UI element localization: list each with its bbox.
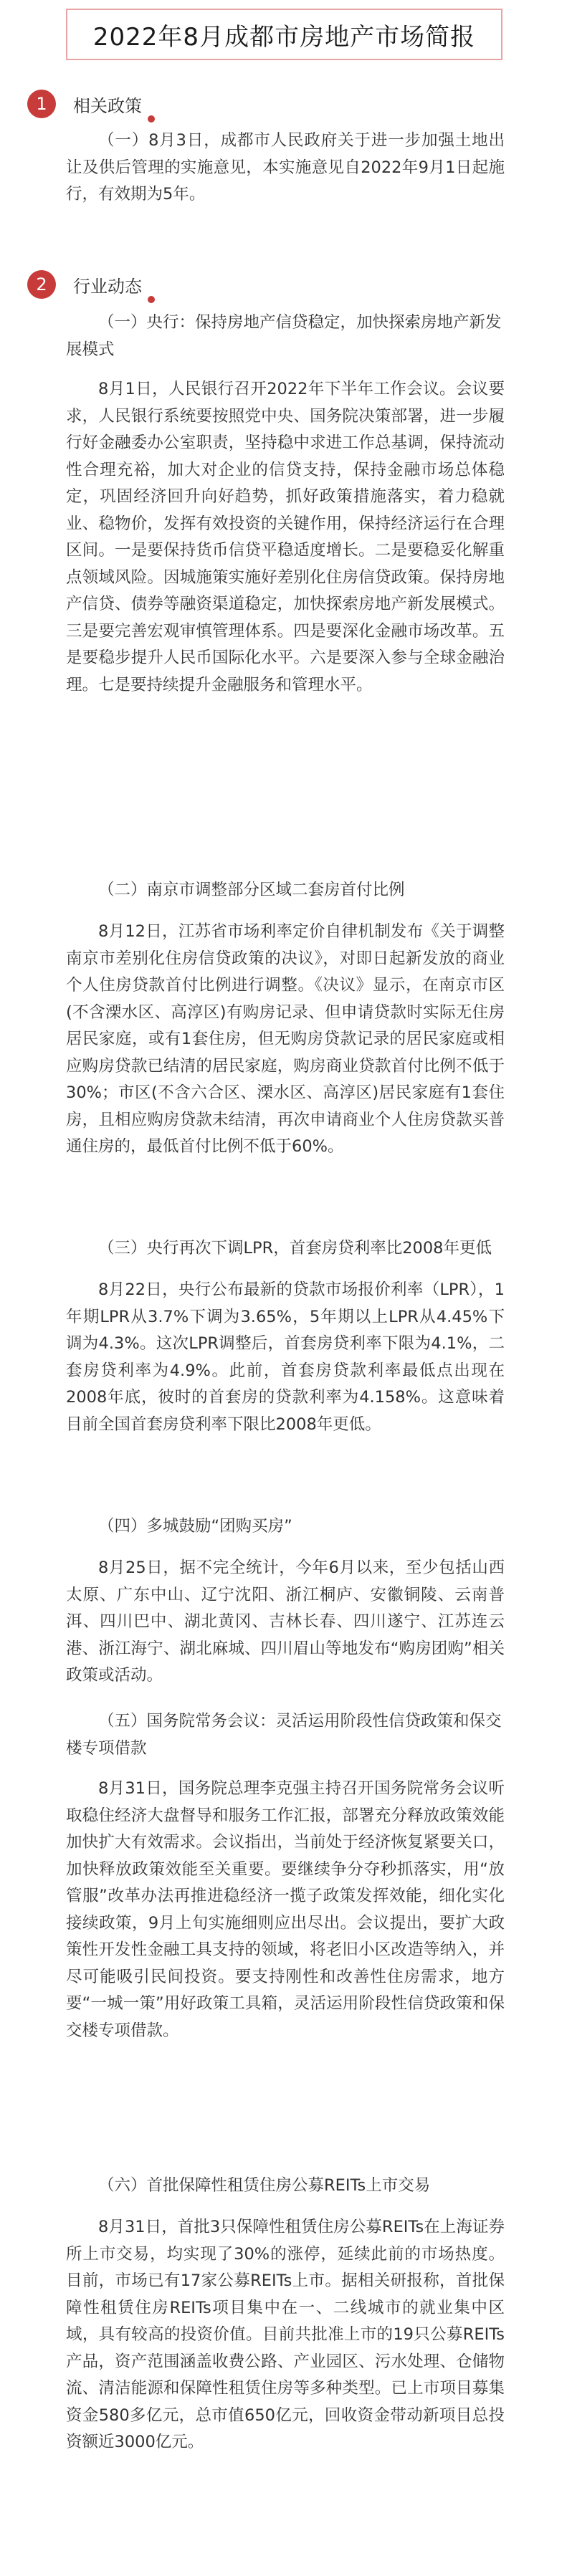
section-1-heading <box>73 92 142 117</box>
item-5-paragraph: 8月31日，国务院总理李克强主持召开国务院常务会议听取稳住经济大盘督导和服务工作汇报，部署充分释放政策效能加快扩大有效需求。会议指出，当前处于经济恢复紧要关口，加快释放政策效能至关重要。要继续争分夺秒抓落实，用“放管服”改革办法再推进稳经济一揽子政策发挥效能，细化实化接续政策，9月上旬实施细则应出尽出。会议提出，要扩大政策性开发性金融工具支持的领域，将老旧小区改造等纳入，并尽可能吸引民间投资。要支持刚性和改善性住房需求，地方要“一城一策”用好政策工具箱，灵活运用阶段性信贷政策和保交楼专项借款。 <box>66 1779 505 2040</box>
item-4-content <box>66 1513 505 1541</box>
section-1-dot-icon <box>148 115 155 123</box>
section-2-header <box>27 267 142 302</box>
item-1-paragraph: 8月1日，人民银行召开2022年下半年工作会议。会议要求，人民银行系统要按照党中央、国务院决策部署，进一步履行好金融委办公室职责，坚持稳中求进工作总基调，保持流动性合理充裕，加大对企业的信贷支持，保持金融市场总体稳定，巩固经济回升向好趋势，抓好政策措施落实，着力稳就业、稳物价，发挥有效投资的关键作用，保持经济运行在合理区间。一是要保持货币信贷平稳适度增长。二是要稳妥化解重点领域风险。因城施策实施好差别化住房信贷政策。保持房地产信贷、债券等融资渠道稳定，加快探索房地产新发展模式。三是要完善宏观审慎管理体系。四是要深化金融市场改革。五是要稳步提升人民币国际化水平。六是要深入参与全球金融治理。七是要持续提升金融服务和管理水平。 <box>66 380 505 694</box>
item-3-content <box>66 1235 505 1263</box>
item-6-content <box>66 2173 505 2200</box>
item-5-content <box>66 1708 505 1762</box>
item-3-subtitle: （三）央行再次下调LPR，首套房贷利率比2008年更低 <box>98 1239 492 1258</box>
section-1-number-badge: 1 <box>27 90 56 118</box>
item-1-body <box>66 376 505 699</box>
item-6-subtitle: （六）首批保障性租赁住房公募REITs上市交易 <box>98 2176 431 2195</box>
item-6-paragraph: 8月31日，首批3只保障性租赁住房公募REITs在上海证券所上市交易，均实现了30%的涨停，延续此前的市场热度。目前，市场已有17家公募REITs上市。据相关研报称，首批保障性租赁住房REITs项目集中在一、二线城市的就业集中区域，具有较高的投资价值。目前共批准上市的19只公募REITs产品，资产范围涵盖收费公路、产业园区、污水处理、仓储物流、清洁能源和保障性租赁住房等多种类型。已上市项目募集资金580多亿元，总市值650亿元，回收资金带动新项目总投资额近3000亿元。 <box>66 2218 505 2451</box>
section-1-heading-text: 相关政策 <box>73 95 142 116</box>
section-2-dot-icon <box>148 296 155 303</box>
section-2-number-badge: 2 <box>27 270 56 299</box>
item-6-body <box>66 2214 505 2456</box>
section-1-paragraph: （一）8月3日，成都市人民政府关于进一步加强土地出让及供后管理的实施意见，本实施意见自2022年9月1日起施行，有效期为5年。 <box>66 131 505 204</box>
item-2-body <box>66 919 505 1161</box>
item-1-content <box>66 310 505 363</box>
item-5-subtitle: （五）国务院常务会议：灵活运用阶段性信贷政策和保交楼专项借款 <box>66 1712 502 1758</box>
section-2-heading <box>73 272 142 297</box>
section-2-heading-text: 行业动态 <box>73 276 142 297</box>
report-title-box <box>66 9 502 60</box>
item-3-paragraph: 8月22日，央行公布最新的贷款市场报价利率（LPR），1年期LPR从3.7%下调为3.65%，5年期以上LPR从4.45%下调为4.3%。这次LPR调整后，首套房贷利率下限为4.1%，二套房贷利率为4.9%。此前，首套房贷款利率最低点出现在2008年底，彼时的首套房的贷款利率为4.158%。这意味着目前全国首套房贷利率下限比2008年更低。 <box>66 1280 505 1434</box>
item-4-body <box>66 1555 505 1690</box>
item-2-content <box>66 877 505 904</box>
item-5-body <box>66 1776 505 2044</box>
item-4-paragraph: 8月25日，据不完全统计，今年6月以来，至少包括山西太原、广东中山、辽宁沈阳、浙江桐庐、安徽铜陵、云南普洱、四川巴中、湖北黄冈、吉林长春、四川遂宁、江苏连云港、浙江海宁、湖北麻城、四川眉山等地发布“购房团购”相关政策或活动。 <box>66 1558 505 1685</box>
section-1-header <box>27 86 142 122</box>
item-3-body <box>66 1277 505 1438</box>
item-2-paragraph: 8月12日，江苏省市场利率定价自律机制发布《关于调整南京市差别化住房信贷政策的决议》，对即日起新发放的商业个人住房贷款首付比例进行调整。《决议》显示，在南京市区(不含溧水区、高淳区)有购房记录、但申请贷款时实际无住房居民家庭，或有1套住房，但无购房贷款记录的居民家庭或相应购房贷款已结清的居民家庭，购房商业贷款首付比例不低于30%；市区(不含六合区、溧水区、高淳区)居民家庭有1套住房，且相应购房贷款未结清，再次申请商业个人住房贷款买普通住房的，最低首付比例不低于60%。 <box>66 922 505 1156</box>
item-4-subtitle: （四）多城鼓励“团购买房” <box>98 1517 292 1536</box>
section-1-content <box>66 128 505 209</box>
item-1-subtitle: （一）央行：保持房地产信贷稳定，加快探索房地产新发展模式 <box>66 313 502 359</box>
item-2-subtitle: （二）南京市调整部分区域二套房首付比例 <box>98 881 405 899</box>
report-title: 2022年8月成都市房地产市场简报 <box>92 22 476 52</box>
